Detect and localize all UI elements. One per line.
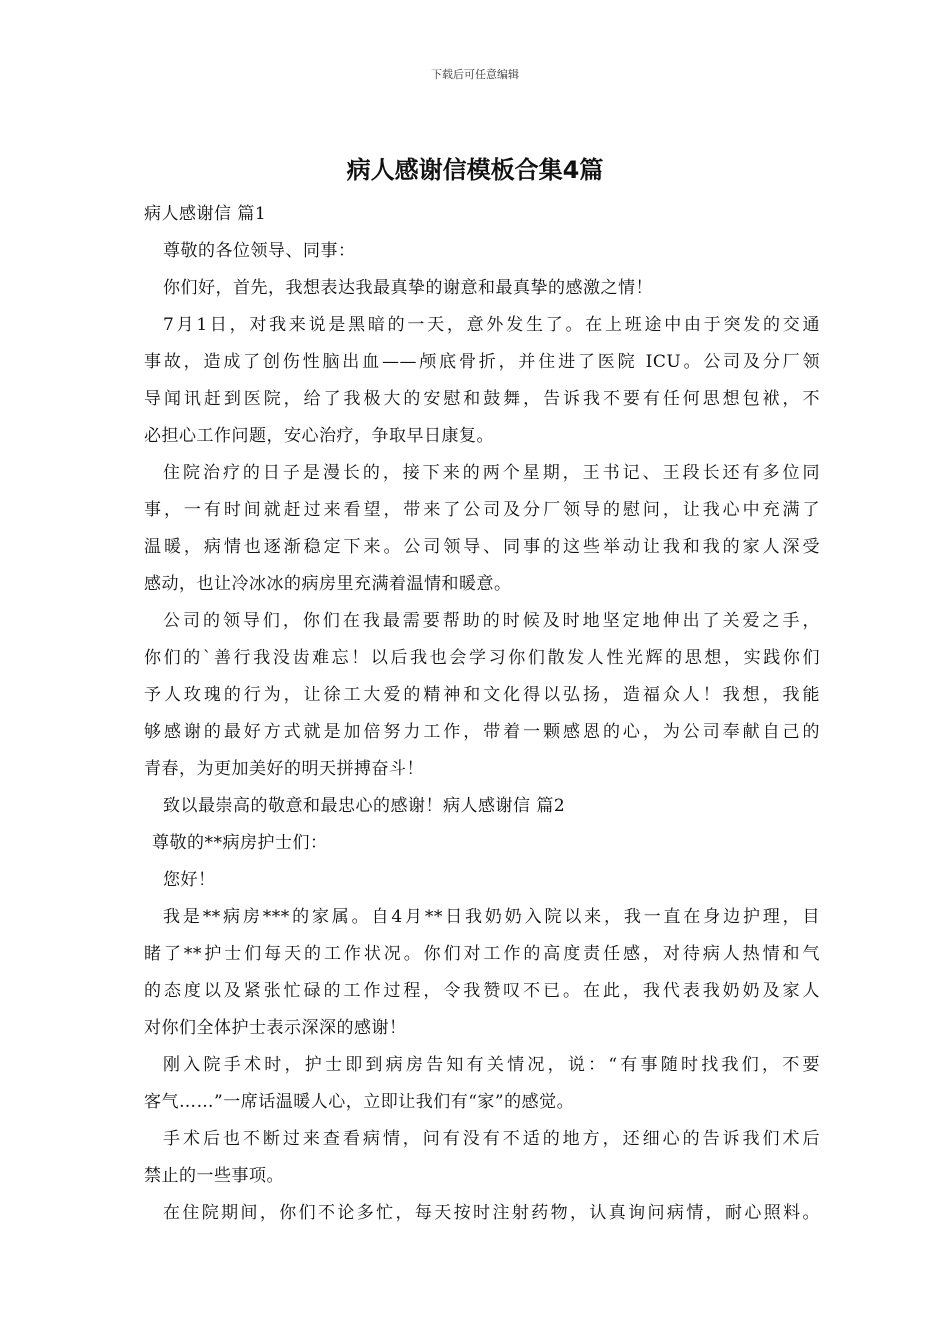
header-note: 下载后可任意编辑 (431, 68, 519, 81)
text-line: 事故，造成了创伤性脑出血——颅底骨折，并住进了医院 ICU。公司及分厂领 (144, 352, 820, 372)
text-line: 病人感谢信 篇1 (144, 204, 267, 224)
text-line: 对你们全体护士表示深深的感谢！ (144, 1018, 407, 1038)
text-line: 的态度以及紧张忙碌的工作过程，令我赞叹不已。在此，我代表我奶奶及家人 (144, 981, 820, 1001)
text-line: 感动，也让冷冰冰的病房里充满着温情和暖意。 (144, 574, 512, 594)
text-line: 7月1日，对我来说是黑暗的一天，意外发生了。在上班途中由于突发的交通 (163, 315, 820, 335)
text-line: 刚入院手术时，护士即到病房告知有关情况，说：“有事随时找我们，不要 (163, 1055, 820, 1075)
text-line: 致以最崇高的敬意和最忠心的感谢！病人感谢信 篇2 (163, 796, 566, 816)
document-body (144, 196, 820, 1232)
text-line: 我是**病房***的家属。自4月**日我奶奶入院以来，我一直在身边护理，目 (163, 907, 820, 927)
text-line: 客气……”一席话温暖人心，立即让我们有“家”的感觉。 (144, 1092, 575, 1112)
text-line: 公司的领导们，你们在我最需要帮助的时候及时地坚定地伸出了关爱之手， (163, 611, 820, 631)
text-line: 您好！ (163, 870, 216, 890)
text-line: 尊敬的各位领导、同事： (163, 241, 356, 261)
text-line: 你们的`善行我没齿难忘！以后我也会学习你们散发人性光辉的思想，实践你们 (144, 648, 820, 668)
text-line: 手术后也不断过来查看病情，问有没有不适的地方，还细心的告诉我们术后 (163, 1129, 820, 1149)
text-line: 在住院期间，你们不论多忙，每天按时注射药物，认真询问病情，耐心照料。 (163, 1203, 820, 1223)
text-line: 睹了**护士们每天的工作状况。你们对工作的高度责任感，对待病人热情和气 (144, 944, 820, 964)
text-line: 事，一有时间就赶过来看望，带来了公司及分厂领导的慰问，让我心中充满了 (144, 500, 820, 520)
document-title: 病人感谢信模板合集4篇 (346, 156, 604, 184)
text-line: 导闻讯赶到医院，给了我极大的安慰和鼓舞，告诉我不要有任何思想包袱，不 (144, 389, 820, 409)
text-line: 予人玫瑰的行为，让徐工大爱的精神和文化得以弘扬，造福众人！我想，我能 (144, 685, 820, 705)
text-line: 住院治疗的日子是漫长的，接下来的两个星期，王书记、王段长还有多位同 (163, 463, 820, 483)
text-line: 尊敬的**病房护士们： (152, 833, 328, 853)
text-line: 温暖，病情也逐渐稳定下来。公司领导、同事的这些举动让我和我的家人深受 (144, 537, 820, 557)
text-line: 青春，为更加美好的明天拼搏奋斗！ (144, 759, 424, 779)
text-line: 你们好，首先，我想表达我最真挚的谢意和最真挚的感激之情！ (163, 278, 653, 298)
text-line: 必担心工作问题，安心治疗，争取早日康复。 (144, 426, 494, 446)
text-line: 够感谢的最好方式就是加倍努力工作，带着一颗感恩的心，为公司奉献自己的 (144, 722, 820, 742)
text-line: 禁止的一些事项。 (144, 1166, 284, 1186)
